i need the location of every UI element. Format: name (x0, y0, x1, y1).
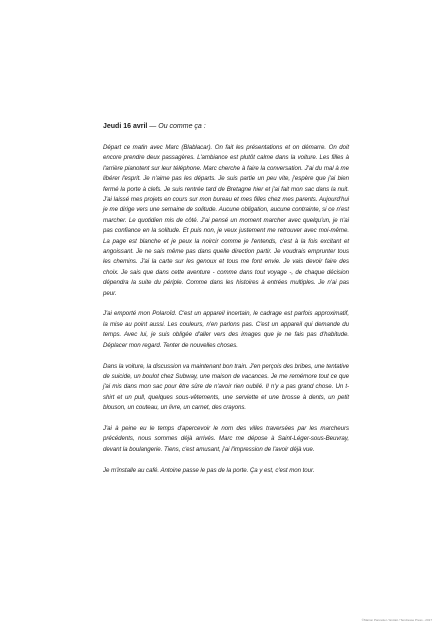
entry-heading (103, 122, 349, 132)
paragraph-5: Je m'installe au café. Antoine passe le pas de la porte. Ça y est, c'est mon tour. (103, 466, 315, 474)
entry-date: Jeudi 16 avril (103, 123, 148, 130)
paragraph-2: J'ai emporté mon Polaroïd. C'est un appareil incertain, le cadrage est parfois approximatif, la mise au point aussi. Les couleurs, n'en parlons pas. C'est un appareil qui demande du temps. Avec lui, je suis obligée d'aller vers des images que je ne fais pas d'habitude. Déplacer mon regard. Tenter de nouvelles choses. (103, 310, 349, 349)
paragraph-4: J'ai à peine eu le temps d'apercevoir le nom des villes traversées par les marcheurs précédents, nous sommes déjà arrivés. Marc me dépose à Saint-Léger-sous-Beuvray, devant la boulangerie. Tiens, c'est amusant, j'ai l'impression de l'avoir déjà vue. (103, 424, 349, 453)
heading-separator: — (147, 123, 159, 130)
entry-subtitle: Ou comme ça : (158, 123, 206, 130)
copyright-footer: ©Marion Pannetier / Extrait / Tendresse Press - 2017 (361, 618, 432, 622)
text-block (103, 122, 349, 486)
paragraph-1: Départ ce matin avec Marc (Blablacar). On fait les présentations et on démarre. On doit encore prendre deux passagères. L'ambiance est plutôt calme dans la voiture. Les filles à l'arrière pianotent sur leur téléphone. Marc cherche à faire la conversation. J'ai du mal à me libérer l'esprit. Je n'aime pas les départs. Je suis partie un peu vite, j'espère que j'ai bien fermé la porte à clefs. Je suis rentrée tard de Bretagne hier et j'ai fait mon sac dans la nuit. J'ai laissé mes projets en cours sur mon bureau et mes filles chez mes parents. Aujourd'hui je me dirige vers une semaine de solitude. Aucune obligation, aucune contrainte, si ce n'est marcher. Le quotidien mis de côté. J'ai pensé un moment marcher avec quelqu'un, je n'ai pas confiance en la solitude. Et puis non, je veux justement me retrouver avec moi-même. La page est blanche et je peux la noircir comme je l'entends, c'est à la fois excitant et angoissant. Je ne sais même pas dans quelle direction partir. Je voudrais emprunter tous les chemins. J'ai la carte sur les genoux et tous me font envie. Je vais devoir faire des choix. Je sais que dans cette aventure - comme dans tout voyage -, de chaque décision dépendra la suite du périple. Comme dans les histoires à entrées multiples. Je n'ai pas peur. (103, 144, 349, 297)
paragraph-3: Dans la voiture, la discussion va maintenant bon train. J'en perçois des bribes, une tentative de suicide, un boulot chez Subway, une maison de vacances. Je me remémore tout ce que j'ai mis dans mon sac pour être sûre de n'avoir rien oublié. Il n'y a pas grand chose. Un t-shirt et un pull, quelques sous-vêtements, une serviette et une brosse à dents, un petit blouson, un couteau, un livre, un carnet, des crayons. (103, 362, 349, 412)
